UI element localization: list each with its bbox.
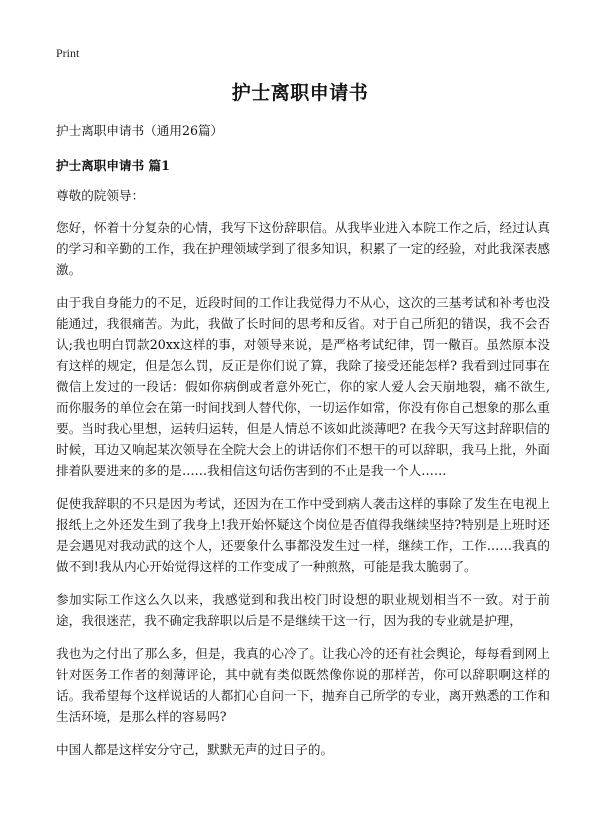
document-title: 护士离职申请书 xyxy=(231,82,369,104)
paragraph: 由于我自身能力的不足，近段时间的工作让我觉得力不从心，这次的三基考试和补考也没能通过，我很痛苦。为此，我做了长时间的思考和反省。对于自己所犯的错误，我不会否认;我也明白罚款20xx这样的事，对领导来说，是严格考试纪律，罚一儆百。虽然原本没有这样的规定，但是怎么罚，反正是你们说了算，我除了接受还能怎样? 我看到过同事在微信上发过的一段话：假如你病倒或者意外死亡，你的家人爱人会天崩地裂，痛不欲生,而你服务的单位会在第一时间找到人替代你，一切运作如常，你没有你自己想象的那么重要。当时我心里想，运转归运转，但是人情总不该如此淡薄吧? 在我今天写这封辞职信的时候，耳边又响起某次领导在全院大会上的讲话你们不想干的可以辞职，我马上批，外面排着队要进来的多的是……我相信这句话伤害到的不止是我一个人…… xyxy=(56,295,550,478)
section-heading: 护士离职申请书 篇1 xyxy=(56,158,170,173)
document-subtitle: 护士离职申请书（通用26篇） xyxy=(56,123,224,138)
paragraph: 您好，怀着十分复杂的心情，我写下这份辞职信。从我毕业进入本院工作之后，经过认真的学习和辛勤的工作，我在护理领域学到了很多知识，积累了一定的经验，对此我深表感激。 xyxy=(56,220,550,277)
paragraph: 我也为之付出了那么多，但是，我真的心冷了。让我心冷的还有社会舆论，每每看到网上针对医务工作者的刻薄评论，其中就有类似既然像你说的那样苦，你可以辞职啊这样的话。我希望每个这样说话的人都扪心自问一下，抛弃自己所学的专业，离开熟悉的工作和生活环境，是那么样的容易吗? xyxy=(56,646,550,724)
paragraph: 促使我辞职的不只是因为考试，还因为在工作中受到病人袭击这样的事除了发生在电视上报纸上之外还发生到了我身上!我开始怀疑这个岗位是否值得我继续坚持?特别是上班时还是会遇见对我动武的这个人，还要象什么事都没发生过一样，继续工作，工作……我真的做不到!我从内心开始觉得这样的工作变成了一种煎熬，可能是我太脆弱了。 xyxy=(56,496,550,574)
document-body xyxy=(56,120,550,772)
greeting-line: 尊敬的院领导： xyxy=(56,188,145,203)
paragraph: 参加实际工作这么久以来，我感觉到和我出校门时设想的职业规划相当不一致。对于前途，我很迷茫，我不确定我辞职以后是不是继续干这一行，因为我的专业就是护理， xyxy=(56,592,550,628)
paragraph: 中国人都是这样安分守己，默默无声的过日子的。 xyxy=(56,742,334,757)
print-label[interactable]: Print xyxy=(56,46,80,60)
